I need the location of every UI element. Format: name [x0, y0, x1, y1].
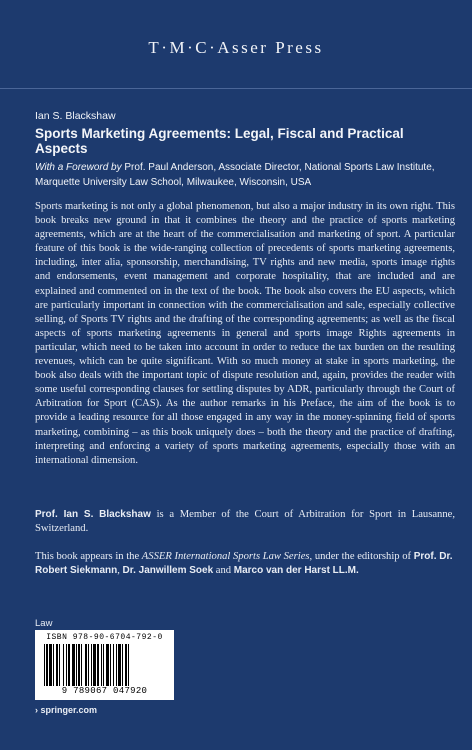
foreword-prefix: With a Foreword by	[35, 162, 122, 173]
bio-author-name: Prof. Ian S. Blackshaw	[35, 509, 151, 520]
series-text-2: , under the editorship of	[309, 551, 414, 562]
series-sep-2: and	[213, 565, 234, 577]
subject-category: Law	[35, 618, 53, 629]
isbn-label: ISBN 978-90-6704-792-0	[46, 633, 163, 642]
publisher-logo: T·M·C·Asser Press	[148, 38, 324, 57]
foreword-credit	[35, 160, 455, 190]
divider	[0, 88, 472, 89]
book-description: Sports marketing is not only a global phenomenon, but also a major industry in its own right. This book breaks new ground in that it combines the theory and the practice of sports marketing agreements, which are at the heart of the commercialisation and marketing of sport. A particular feature of this book is the wide-ranging collection of precedents of sports marketing agreements, including, inter alia, sponsorship, merchandising, TV rights and new media, sports image rights and endorsements, event management and corporate hospitality, that are included and are explained and commented on in the text of the book. The book also covers the EU aspects, which are particularly important in connection with the commercialisation and sale, especially collective selling, of Sports TV rights and the drafting of the corresponding agreements; as well as the fiscal aspects of sports marketing agreements in general and sports image Rights agreements in particular, which need to be taken into account in order to reduce the tax burden on the resulting revenues, which can be quite significant. With so much money at stake in sports marketing, the book also deals with the important topic of dispute resolution and, again, provides the reader with some useful corresponding clauses for settling disputes by ADR, particularly through the Court of Arbitration for Sport (CAS). As the author remarks in his Preface, the aim of the book is to provide a leading resource for all those engaged in any way in the money-spinning field of sports marketing, combining – as this book uniquely does – both the theory and the practice of drafting, interpreting and enforcing a variety of sports marketing agreements, especially those with an international dimension.	[35, 201, 455, 466]
springer-link[interactable]: › springer.com	[35, 705, 98, 715]
foreword-text: Prof. Paul Anderson, Associate Director, National Sports Law Institute, Marquette University Law School, Milwaukee, Wisconsin, USA	[35, 162, 435, 188]
editor-2: Dr. Janwillem Soek	[122, 565, 214, 577]
author-name: Ian S. Blackshaw	[35, 110, 116, 122]
series-note	[35, 550, 455, 578]
series-name: ASSER International Sports Law Series	[141, 551, 310, 562]
editor-1: Prof. Dr. Robert Siekmann	[35, 551, 453, 577]
barcode-bars	[44, 644, 166, 686]
editor-3: Marco van der Harst LL.M.	[233, 565, 359, 577]
book-heading	[35, 110, 455, 190]
series-sep-1: ,	[117, 565, 123, 577]
book-title: Sports Marketing Agreements: Legal, Fiscal and Practical Aspects	[35, 126, 404, 156]
isbn-barcode	[35, 630, 174, 700]
series-text-1: This book appears in the	[35, 551, 142, 562]
bio-text: is a Member of the Court of Arbitration for Sport in Lausanne, Switzerland.	[35, 509, 455, 535]
isbn-digits: 9 789067 047920	[61, 686, 148, 696]
author-bio	[35, 508, 455, 536]
